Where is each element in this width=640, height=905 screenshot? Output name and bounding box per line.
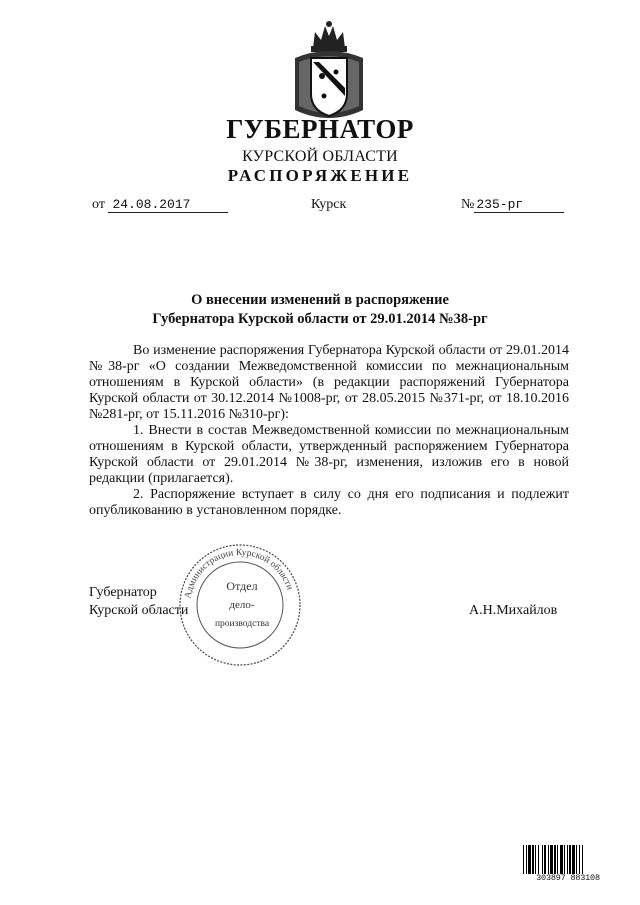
stamp-line-3: производства: [214, 619, 270, 629]
position-line-2: Курской области: [89, 603, 189, 618]
document-subject: [0, 291, 640, 329]
document-body: [89, 343, 569, 519]
city-name: Курск: [311, 197, 347, 212]
signatory-name: А.Н.Михайлов: [469, 603, 558, 618]
signatory-position: [89, 584, 188, 620]
document-type: РАСПОРЯЖЕНИЕ: [227, 166, 413, 185]
item-2-paragraph: 2. Распоряжение вступает в силу со дня его подписания и подлежит опубликованию в установленном порядке.: [89, 487, 569, 518]
region-name: КУРСКОЙ ОБЛАСТИ: [242, 148, 398, 165]
barcode: [522, 845, 614, 883]
stamp-ring-text: Администрации Курской области: [183, 547, 295, 600]
subject-line-2: Губернатора Курской области от 29.01.2014 №38-рг: [152, 311, 488, 327]
document-title: ГУБЕРНАТОР: [226, 114, 414, 144]
intro-paragraph: Во изменение распоряжения Губернатора Курской области от 29.01.2014 №38-рг «О создании Межведомственной комиссии по межнациональным отношениям в Курской области» (в редакции распоряжений Губернатора Курской области от 30.12.2014 №1008-рг, от 28.05.2015 №371-рг, от 18.10.2016 №281-рг, от 15.11.2016 №310-рг):: [89, 343, 569, 422]
number-prefix: №: [461, 197, 475, 212]
date-value: 24.08.2017: [108, 198, 228, 213]
date-prefix: от: [92, 197, 105, 212]
number-field: [461, 197, 564, 213]
barcode-number: 303897 883108: [522, 874, 614, 883]
position-line-1: Губернатор: [89, 585, 157, 600]
subject-line-1: О внесении изменений в распоряжение: [191, 292, 449, 308]
office-stamp: [175, 540, 305, 670]
barcode-bars: [522, 845, 614, 875]
stamp-line-2: дело-: [229, 599, 255, 611]
date-field: [92, 197, 228, 213]
stamp-line-1: Отдел: [226, 579, 258, 593]
number-value: 235-рг: [474, 198, 564, 213]
coat-of-arms-icon: [291, 18, 367, 122]
item-1-paragraph: 1. Внести в состав Межведомственной комиссии по межнациональным отношениям в Курской области, утвержденный распоряжением Губернатора Курской области от 29.01.2014 №38-рг, изменения, изложив его в новой редакции (прилагается).: [89, 423, 569, 486]
